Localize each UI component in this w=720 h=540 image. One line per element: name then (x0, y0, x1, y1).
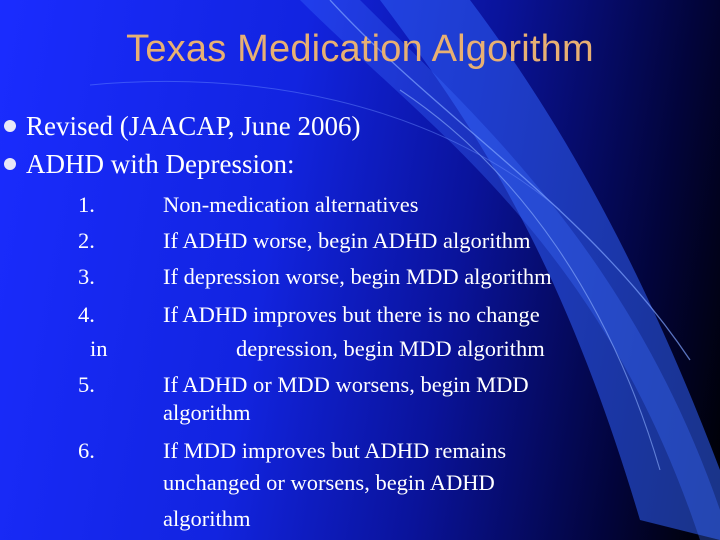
step-number: 3. (78, 264, 95, 289)
step-text: If ADHD or MDD worsens, begin MDD (163, 372, 529, 397)
step-number: 2. (78, 228, 95, 253)
bullet-dot-icon (4, 158, 16, 170)
bullet-dot-icon (4, 120, 16, 132)
step-text: algorithm (163, 506, 251, 531)
step-text: unchanged or worsens, begin ADHD (163, 470, 495, 495)
step-number: 5. (78, 372, 95, 397)
step-text: If MDD improves but ADHD remains (163, 438, 507, 463)
step-number: in (90, 336, 108, 361)
bullet-text: ADHD with Depression: (26, 149, 295, 179)
step-text: If ADHD worse, begin ADHD algorithm (163, 228, 531, 253)
step-text: If depression worse, begin MDD algorithm (163, 264, 552, 289)
bullet-revised (4, 110, 361, 142)
bullet-text: Revised (JAACAP, June 2006) (26, 111, 361, 141)
step-text: depression, begin MDD algorithm (236, 336, 545, 361)
step-number: 4. (78, 302, 95, 327)
step-text: algorithm (163, 400, 251, 425)
step-number: 1. (78, 192, 95, 217)
step-text: Non-medication alternatives (163, 192, 419, 217)
page-title: Texas Medication Algorithm (126, 28, 594, 70)
bullet-adhd-depression (4, 148, 294, 180)
step-text: If ADHD improves but there is no change (163, 302, 540, 327)
step-number: 6. (78, 438, 95, 463)
